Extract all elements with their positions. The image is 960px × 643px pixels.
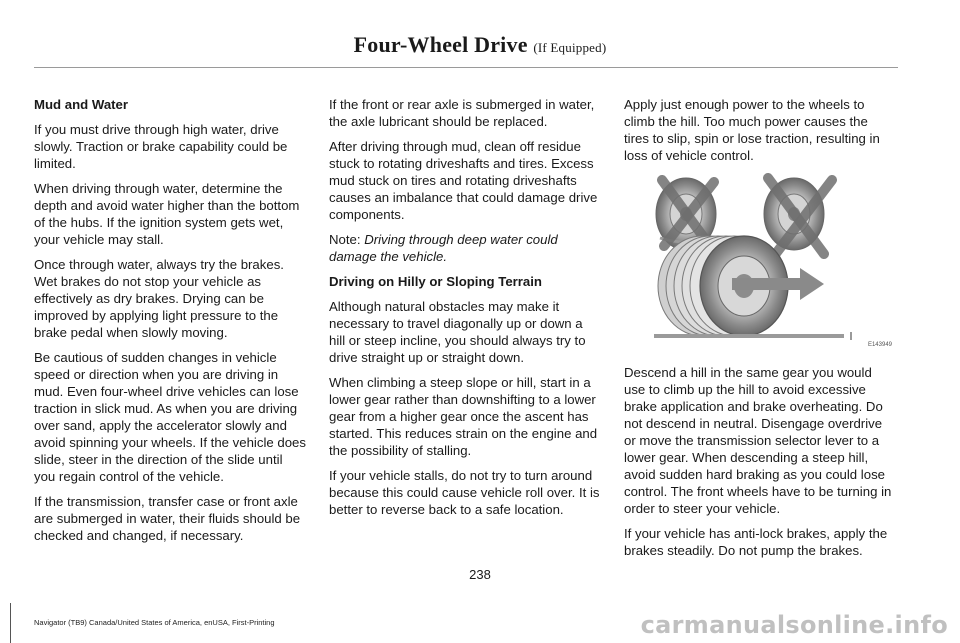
section-heading-mud-water: Mud and Water [34,97,129,112]
page-title [0,32,960,58]
crop-mark [10,603,11,643]
paragraph: After driving through mud, clean off residue stuck to rotating driveshafts and tires. Excess mud stuck on tires and rotating driveshafts causes an imbalance that could damage drive components. [329,139,598,222]
column-right [624,96,896,567]
title-subtitle: (If Equipped) [533,40,607,55]
wheel-spin-illustration [624,172,896,354]
figure-code: E143949 [867,342,892,348]
page-number: 238 [469,567,491,582]
column-left [34,96,306,552]
paragraph: If the front or rear axle is submerged in water, the axle lubricant should be replaced. [329,97,595,129]
paragraph: If your vehicle stalls, do not try to turn around because this could cause vehicle roll over. It is better to reverse back to a safe location. [329,468,600,517]
paragraph: Once through water, always try the brakes. Wet brakes do not stop your vehicle as effectively as dry brakes. Drying can be improved by applying light pressure to the brake pedal when slowly moving. [34,257,284,340]
note-text: Driving through deep water could damage the vehicle. [329,232,558,264]
section-heading-hilly-terrain: Driving on Hilly or Sloping Terrain [329,274,542,289]
header-divider [34,67,898,68]
paragraph: Be cautious of sudden changes in vehicle speed or direction when you are driving in mud. Even four-wheel drive vehicles can lose traction in slick mud. As when you are driving over sand, apply the accelerator slowly and avoid spinning your wheels. If the vehicle does slide, steer in the direction of the slide until you regain control of the vehicle. [34,350,306,484]
paragraph: Apply just enough power to the wheels to climb the hill. Too much power causes the tires to slip, spin or lose traction, resulting in loss of vehicle control. [624,97,880,163]
watermark-logo: carmanualsonline.info [640,611,948,639]
paragraph: Descend a hill in the same gear you would use to climb up the hill to avoid excessive brake application and brake overheating. Do not descend in neutral. Disengage overdrive or move the transmission selector lever to a lower gear. When descending a steep hill, avoid sudden hard braking as you could lose control. The front wheels have to be turning in order to steer your vehicle. [624,365,892,516]
note [329,231,601,265]
footer-edition: Navigator (TB9) Canada/United States of America, enUSA, First-Printing [34,618,275,627]
paragraph: When climbing a steep slope or hill, start in a lower gear rather than downshifting to a lower gear from a higher gear once the ascent has started. This reduces strain on the engine and the possibility of stalling. [329,375,598,458]
paragraph: Although natural obstacles may make it necessary to travel diagonally up or down a hill or steep incline, you should always try to drive straight up or straight down. [329,299,586,365]
note-label: Note: [329,232,361,247]
column-middle [329,96,601,526]
paragraph: If you must drive through high water, drive slowly. Traction or brake capability could be limited. [34,122,288,171]
paragraph: If your vehicle has anti-lock brakes, apply the brakes steadily. Do not pump the brakes. [624,526,888,558]
paragraph: When driving through water, determine the depth and avoid water higher than the bottom of the hubs. If the ignition system gets wet, your vehicle may stall. [34,181,300,247]
paragraph: If the transmission, transfer case or front axle are submerged in water, their fluids should be checked and changed, if necessary. [34,494,301,543]
title-text: Four-Wheel Drive [353,32,528,57]
